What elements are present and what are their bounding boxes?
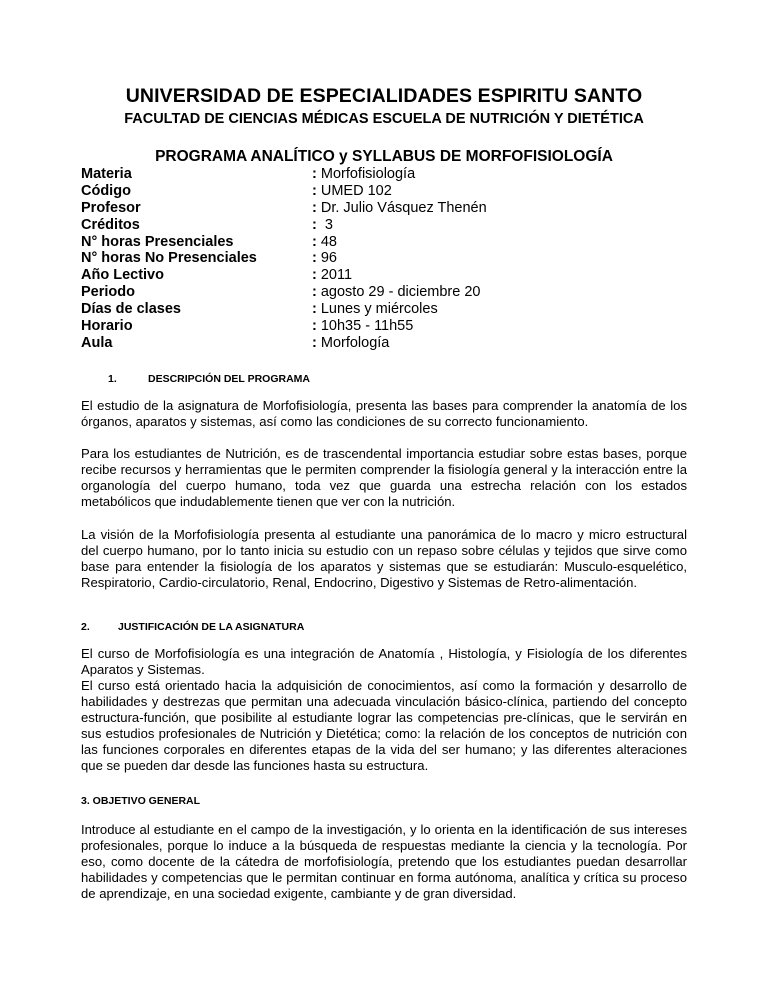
info-row-aula [81, 335, 641, 352]
section-3-paragraph-1: Introduce al estudiante en el campo de la investigación, y lo orienta en la identificación de sus intereses profesionales, porque lo induce a la búsqueda de respuestas mediante la ciencia y la tecnología. Por eso, como docente de la cátedra de morfofisiología, pretendo que los estudiantes puedan desarrollar habilidades y competencias que le permitan continuar en forma autónoma, analítica y crítica su proceso de aprendizaje, en una sociedad exigente, cambiante y de gran diversidad. [81, 822, 687, 901]
info-row-materia [81, 166, 641, 183]
section-1-paragraph-3: La visión de la Morfofisiología presenta al estudiante una panorámica de lo macro y micro estructural del cuerpo humano, por lo tanto inicia su estudio con un repaso sobre células y tejidos que sirve como base para entender la fisiología de los aparatos y sistemas que se estudiarán: Musculo-esquelético, Respiratorio, Cardio-circulatorio, Renal, Endocrino, Digestivo y Sistemas de Retro-alimentación. [81, 527, 687, 590]
info-row-creditos [81, 217, 641, 234]
info-row-horas-presenciales [81, 234, 641, 251]
info-label: Créditos [81, 216, 140, 233]
info-value-wrap: : Morfofisiología [312, 166, 416, 182]
info-value-wrap: : UMED 102 [312, 182, 392, 199]
info-row-ano-lectivo [81, 267, 641, 284]
info-row-periodo [81, 284, 641, 301]
info-value: 2011 [320, 267, 353, 284]
info-label: Año Lectivo [81, 267, 164, 284]
info-label: Aula [81, 334, 113, 351]
info-value-wrap: : 10h35 - 11h55 [312, 318, 414, 335]
info-label: Horario [81, 318, 133, 335]
info-value: agosto 29 - diciembre 20 [320, 284, 481, 301]
info-value-wrap: : 3 [312, 216, 333, 233]
info-value: 3 [320, 216, 333, 233]
section-number: 2. [81, 621, 90, 633]
course-info-table [81, 166, 641, 352]
info-value: 96 [320, 250, 337, 267]
faculty-subtitle: FACULTAD DE CIENCIAS MÉDICAS ESCUELA DE NUTRICIÓN Y DIETÉTICA [124, 111, 644, 127]
info-value-wrap: : Dr. Julio Vásquez Thenén [312, 199, 487, 216]
info-value-wrap: : Lunes y miércoles [312, 301, 438, 318]
info-label: N° horas Presenciales [81, 233, 234, 250]
info-label: Profesor [81, 199, 141, 216]
info-value: Lunes y miércoles [320, 301, 438, 318]
info-value: 10h35 - 11h55 [320, 318, 414, 335]
info-label: Periodo [81, 284, 135, 301]
info-value-wrap: : Morfología [312, 334, 390, 351]
info-value: Dr. Julio Vásquez Thenén [320, 199, 487, 216]
section-2-paragraph-1: El curso de Morfofisiología es una integración de Anatomía , Histología, y Fisiología de los diferentes Aparatos y Sistemas. [81, 646, 687, 677]
info-row-codigo [81, 183, 641, 200]
info-row-horas-no-presenciales [81, 250, 641, 267]
info-value-wrap: : 96 [312, 250, 337, 267]
info-value: Morfofisiología [320, 166, 416, 182]
info-value: 48 [320, 233, 337, 250]
program-title: PROGRAMA ANALÍTICO y SYLLABUS DE MORFOFISIOLOGÍA [155, 148, 613, 165]
info-value-wrap: : 2011 [312, 267, 353, 284]
info-row-dias [81, 301, 641, 318]
section-title: JUSTIFICACIÓN DE LA ASIGNATURA [118, 621, 305, 633]
info-row-horario [81, 318, 641, 335]
info-value-wrap: : 48 [312, 233, 337, 250]
section-1-paragraph-2: Para los estudiantes de Nutrición, es de trascendental importancia estudiar sobre estas bases, porque recibe recursos y herramientas que le permiten comprender la fisiología general y la interacción entre la organología del cuerpo humano, toda vez que guarda una estrecha relación con los estados metabólicos que indudablemente tienen que ver con la nutrición. [81, 446, 687, 509]
section-title: DESCRIPCIÓN DEL PROGRAMA [148, 373, 310, 385]
section-3-title: 3. OBJETIVO GENERAL [81, 795, 201, 807]
section-1-paragraph-1: El estudio de la asignatura de Morfofisiología, presenta las bases para comprender la anatomía de los órganos, aparatos y sistemas, así como las condiciones de su correcto funcionamiento. [81, 398, 687, 429]
info-value: Morfología [320, 334, 390, 351]
info-label: Código [81, 182, 131, 199]
info-label: N° horas No Presenciales [81, 250, 257, 267]
info-value-wrap: : agosto 29 - diciembre 20 [312, 284, 481, 301]
section-2-paragraph-2: El curso está orientado hacia la adquisición de conocimientos, así como la formación y desarrollo de habilidades y destrezas que permitan una adecuada vinculación básico-clínica, partiendo del concepto estructura-función, que posibilite al estudiante lograr las competencias pre-clínicas, que le servirán en sus estudios profesionales de Nutrición y Dietética; como: la relación de los conceptos de nutrición con las funciones corporales en diferentes etapas de la vida del ser humano; y las diferentes alteraciones que se pueden dar desde las funciones hasta su estructura. [81, 678, 687, 773]
section-number: 1. [108, 373, 117, 385]
university-title: UNIVERSIDAD DE ESPECIALIDADES ESPIRITU SANTO [125, 85, 643, 107]
info-value: UMED 102 [320, 182, 392, 199]
info-label: Materia [81, 166, 132, 182]
info-row-profesor [81, 200, 641, 217]
info-label: Días de clases [81, 301, 181, 318]
